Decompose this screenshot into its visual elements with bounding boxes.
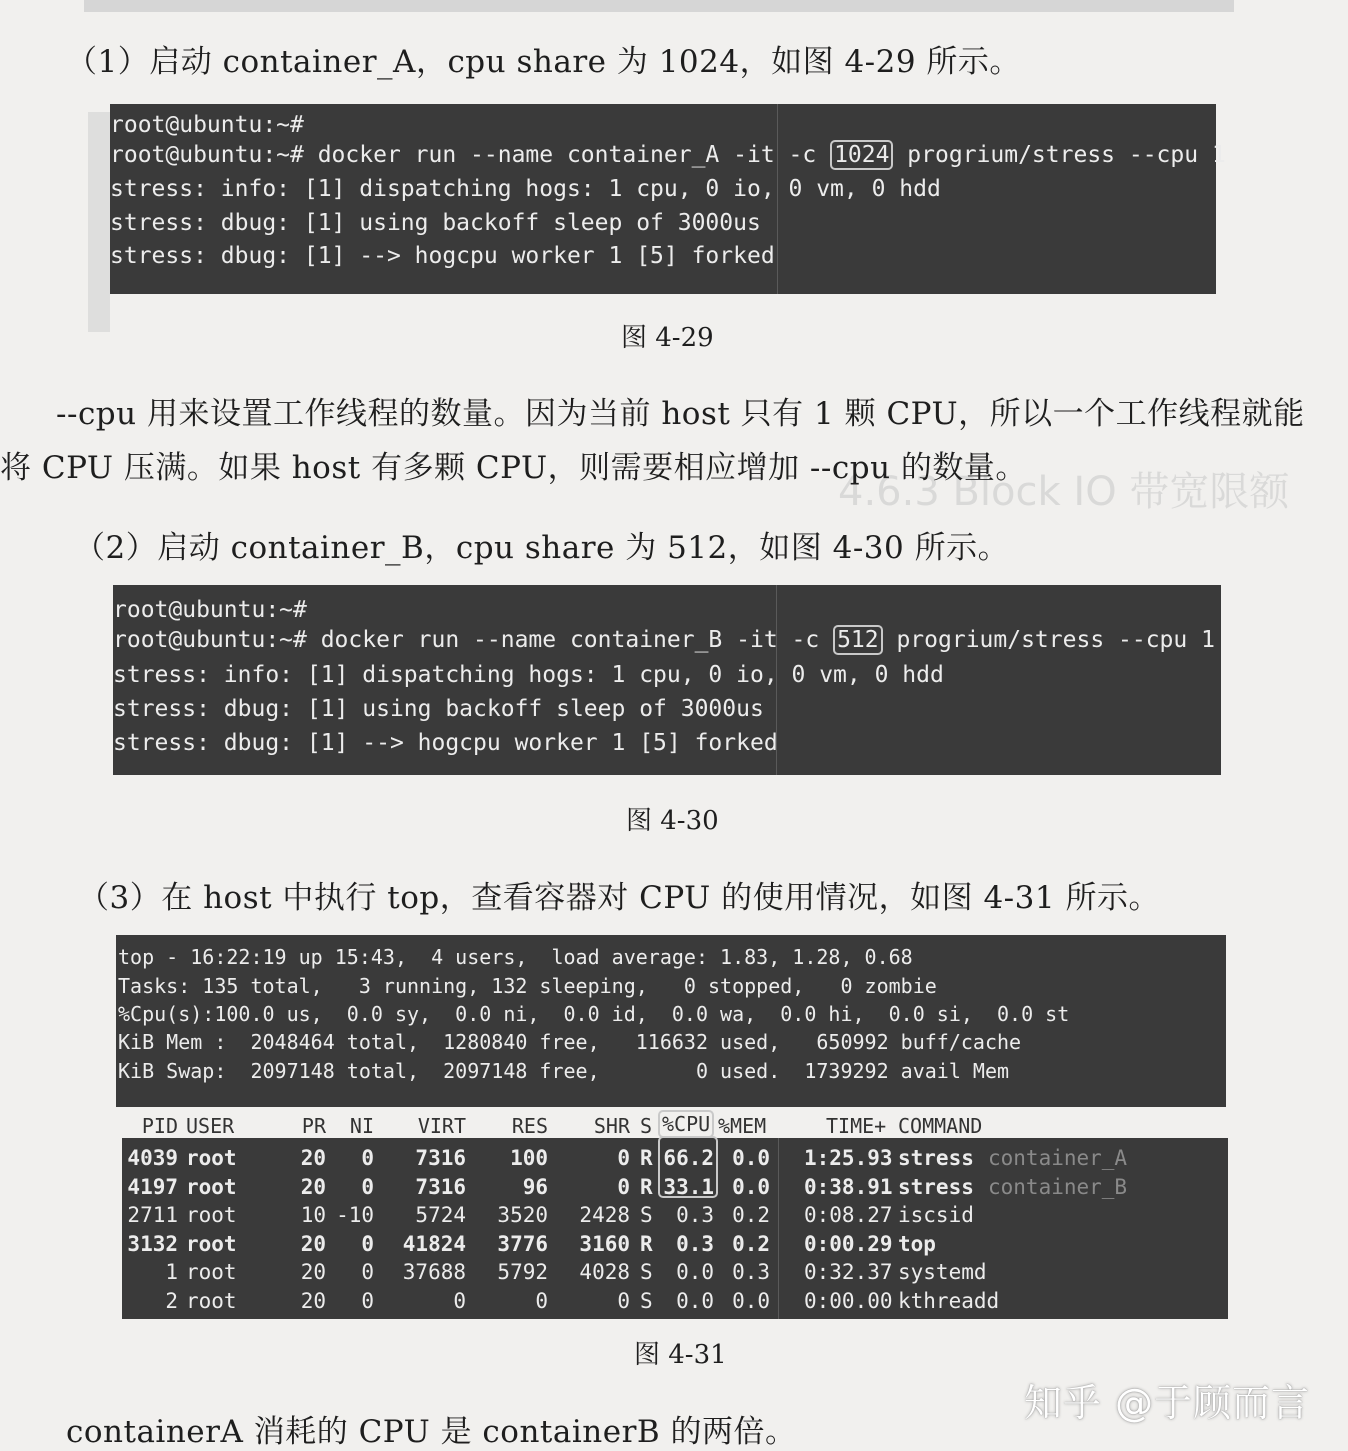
command-text: root@ubuntu:~# docker run --name container_B -it -c: [113, 627, 834, 653]
cell-mem: 0.3: [732, 1260, 770, 1285]
figure-caption-4-30: 图 4-30: [626, 806, 719, 836]
cell-cpu: 66.2: [663, 1146, 714, 1170]
paragraph-cpu-explanation-1: --cpu 用来设置工作线程的数量。因为当前 host 只有 1 颗 CPU，所以一个工作线程就能: [56, 396, 1305, 432]
cell-user: root: [186, 1174, 237, 1199]
terminal-line: stress: dbug: [1] using backoff sleep of 3000us: [110, 210, 761, 236]
header-mem: %MEM: [718, 1114, 767, 1138]
paragraph-step-1: （1）启动 container_A，cpu share 为 1024，如图 4-29 所示。: [66, 44, 1021, 80]
cell-time: 1:25.93: [804, 1146, 893, 1170]
cell-pid: 2: [165, 1289, 178, 1313]
cell-shr: 0: [617, 1174, 630, 1199]
terminal-figure-4-30: [113, 585, 1221, 775]
header-s: S: [640, 1114, 653, 1138]
page-bleed-top: [84, 0, 1234, 12]
cell-container: container_A: [988, 1146, 1128, 1170]
cell-command: systemd: [898, 1260, 987, 1285]
cell-res: 3776: [497, 1231, 548, 1256]
cell-pid: 3132: [127, 1231, 178, 1256]
cell-virt: 5724: [415, 1203, 466, 1228]
cell-pr: 20: [300, 1231, 326, 1256]
cell-shr: 0: [617, 1289, 630, 1313]
cell-pid: 2711: [127, 1203, 178, 1228]
cell-res: 3520: [497, 1203, 548, 1228]
paragraph-cpu-explanation-2: 将 CPU 压满。如果 host 有多颗 CPU，则需要相应增加 --cpu 的数量。: [0, 450, 1027, 486]
cell-cpu: 0.0: [676, 1289, 714, 1313]
cell-user: root: [186, 1260, 237, 1285]
cell-state: R: [640, 1146, 653, 1170]
cell-time: 0:00.29: [804, 1231, 893, 1256]
cell-user: root: [186, 1231, 237, 1256]
process-row: [122, 1232, 1222, 1261]
cell-ni: 0: [361, 1289, 374, 1313]
cell-shr: 3160: [579, 1231, 630, 1256]
top-summary-line: KiB Mem : 2048464 total, 1280840 free, 116632 used, 650992 buff/cache: [118, 1030, 1022, 1054]
process-row: [122, 1203, 1222, 1232]
cell-pr: 10: [300, 1203, 326, 1228]
header-time: TIME+: [826, 1114, 887, 1138]
cell-ni: -10: [336, 1203, 374, 1228]
cell-shr: 0: [617, 1146, 630, 1170]
cell-pr: 20: [300, 1174, 326, 1199]
figure-caption-4-31: 图 4-31: [634, 1340, 727, 1370]
cell-res: 5792: [497, 1260, 548, 1285]
cell-cpu: 0.3: [676, 1231, 714, 1256]
cell-mem: 0.0: [732, 1174, 770, 1199]
cell-virt: 0: [453, 1289, 466, 1313]
header-pid: PID: [141, 1114, 178, 1138]
cell-res: 0: [535, 1289, 548, 1313]
cell-time: 0:00.00: [804, 1289, 893, 1313]
cell-user: root: [186, 1289, 237, 1313]
header-pr: PR: [301, 1114, 326, 1138]
terminal-line: stress: dbug: [1] using backoff sleep of 3000us: [113, 696, 764, 722]
cell-command: top: [898, 1231, 936, 1256]
header-command: COMMAND: [898, 1114, 983, 1138]
cell-shr: 4028: [579, 1260, 630, 1285]
cell-mem: 0.0: [732, 1289, 770, 1313]
zhihu-watermark: 知乎 @于顾而言: [1023, 1381, 1310, 1425]
cell-mem: 0.2: [732, 1203, 770, 1228]
page-bleed-fig1: [88, 112, 110, 332]
cell-command: stress: [898, 1146, 974, 1170]
header-res: RES: [511, 1114, 548, 1138]
cell-virt: 41824: [402, 1231, 466, 1256]
cell-state: S: [640, 1289, 653, 1313]
cell-state: S: [640, 1203, 653, 1228]
cell-state: S: [640, 1260, 653, 1285]
cell-pr: 20: [300, 1289, 326, 1313]
cell-ni: 0: [361, 1174, 374, 1199]
process-table: [122, 1138, 1228, 1319]
cell-shr: 2428: [579, 1203, 630, 1228]
cell-time: 0:32.37: [804, 1260, 893, 1285]
cell-cpu: 33.1: [663, 1174, 714, 1199]
process-row: [122, 1289, 1222, 1318]
cell-cpu: 0.0: [676, 1260, 714, 1285]
header-ni: NI: [349, 1114, 374, 1138]
header-user: USER: [186, 1114, 235, 1138]
cell-res: 96: [522, 1174, 548, 1199]
terminal-line-command: [110, 142, 1226, 168]
cpu-share-highlight: 512: [833, 625, 883, 655]
cell-state: R: [640, 1174, 653, 1199]
terminal-line-command: [113, 627, 1215, 653]
cell-pid: 4039: [127, 1146, 178, 1170]
top-summary-line: %Cpu(s):100.0 us, 0.0 sy, 0.0 ni, 0.0 id, 0.0 wa, 0.0 hi, 0.0 si, 0.0 st: [118, 1002, 1070, 1026]
process-row: [122, 1146, 1222, 1175]
cell-virt: 37688: [402, 1260, 466, 1285]
cell-res: 100: [510, 1146, 548, 1170]
paragraph-step-3: （3）在 host 中执行 top，查看容器对 CPU 的使用情况，如图 4-31 所示。: [78, 880, 1160, 916]
top-summary-line: top - 16:22:19 up 15:43, 4 users, load average: 1.83, 1.28, 0.68: [118, 945, 913, 969]
cell-user: root: [186, 1146, 237, 1170]
process-row: [122, 1175, 1222, 1204]
top-summary-line: Tasks: 135 total, 3 running, 132 sleeping, 0 stopped, 0 zombie: [118, 974, 937, 998]
cell-virt: 7316: [415, 1174, 466, 1199]
top-summary-panel: [116, 935, 1226, 1107]
figure-caption-4-29: 图 4-29: [621, 323, 714, 353]
paragraph-conclusion: containerA 消耗的 CPU 是 containerB 的两倍。: [66, 1414, 797, 1450]
cell-mem: 0.0: [732, 1146, 770, 1170]
cell-user: root: [186, 1203, 237, 1228]
cpu-share-highlight: 1024: [830, 140, 893, 170]
cell-pr: 20: [300, 1146, 326, 1170]
cell-ni: 0: [361, 1146, 374, 1170]
terminal-line: stress: dbug: [1] --> hogcpu worker 1 [5] forked: [110, 243, 775, 269]
cell-ni: 0: [361, 1260, 374, 1285]
cell-pr: 20: [300, 1260, 326, 1285]
terminal-figure-4-29: [110, 104, 1226, 294]
cell-pid: 4197: [127, 1174, 178, 1199]
cell-virt: 7316: [415, 1146, 466, 1170]
cell-cpu: 0.3: [676, 1203, 714, 1228]
command-tail: progrium/stress --cpu 1: [893, 142, 1226, 168]
command-tail: progrium/stress --cpu 1: [882, 627, 1215, 653]
cell-state: R: [640, 1231, 653, 1256]
cell-pid: 1: [165, 1260, 178, 1285]
top-summary-line: KiB Swap: 2097148 total, 2097148 free, 0 used. 1739292 avail Mem: [118, 1059, 1010, 1083]
terminal-line: root@ubuntu:~#: [110, 112, 304, 138]
cell-time: 0:08.27: [804, 1203, 893, 1228]
bleed-through-heading: 4.6.3 Block IO 带宽限额: [838, 469, 1290, 515]
terminal-line: root@ubuntu:~#: [113, 597, 307, 623]
cell-ni: 0: [361, 1231, 374, 1256]
terminal-line: stress: dbug: [1] --> hogcpu worker 1 [5] forked: [113, 730, 778, 756]
terminal-line: stress: info: [1] dispatching hogs: 1 cpu, 0 io, 0 vm, 0 hdd: [113, 662, 944, 688]
paragraph-step-2: （2）启动 container_B，cpu share 为 512，如图 4-30 所示。: [74, 530, 1010, 566]
header-cpu-highlight: %CPU: [658, 1110, 714, 1138]
cell-time: 0:38.91: [804, 1174, 893, 1199]
terminal-line: stress: info: [1] dispatching hogs: 1 cpu, 0 io, 0 vm, 0 hdd: [110, 176, 941, 202]
header-virt: VIRT: [417, 1114, 466, 1138]
cell-container: container_B: [988, 1174, 1128, 1199]
process-row: [122, 1260, 1222, 1289]
header-shr: SHR: [593, 1114, 630, 1138]
command-text: root@ubuntu:~# docker run --name container_A -it -c: [110, 142, 831, 168]
cell-mem: 0.2: [732, 1231, 770, 1256]
cell-command: stress: [898, 1174, 974, 1199]
cell-command: iscsid: [898, 1203, 974, 1228]
cell-command: kthreadd: [898, 1289, 1000, 1313]
